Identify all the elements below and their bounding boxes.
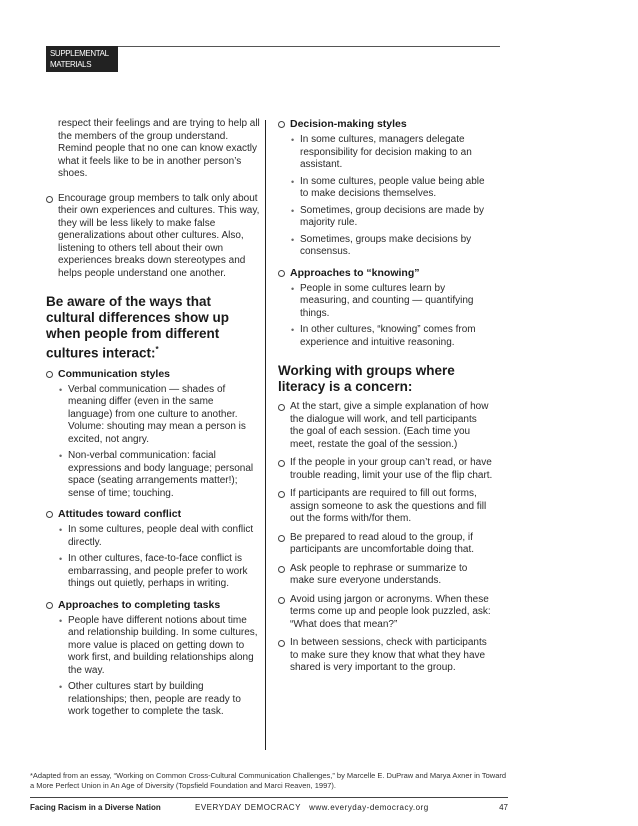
section-heading-literacy: Working with groups where literacy is a concern: (278, 363, 455, 394)
bullet-encourage-text: Encourage group members to talk only about their own experiences and cultures. This way, they will be less likely to make false generalizations about other cultures. Also, listening to others tell about their own experiences breaks down stereotypes and helps people understand one another. (58, 192, 260, 279)
square-bullet-icon: • (59, 615, 63, 626)
circle-bullet-icon (46, 511, 53, 518)
list-item (46, 524, 260, 549)
circle-bullet-icon (278, 270, 285, 277)
list-item-text: Other cultures start by building relationships; then, people are ready to work together to complete the task. (68, 681, 241, 717)
footer-title: Facing Racism in a Diverse Nation (30, 803, 161, 812)
footer-rule (30, 797, 508, 798)
list-item-text: Verbal communication — shades of meaning differ (even in the same language) from one culture to another. Volume: shouting may mean a person is excited, not angry. (68, 383, 246, 445)
right-column (278, 118, 493, 681)
group-title-text: Approaches to completing tasks (58, 598, 221, 611)
list-item (278, 488, 493, 526)
list-item-text: Sometimes, group decisions are made by majority rule. (300, 204, 484, 228)
list-item-text: If the people in your group can’t read, or have trouble reading, limit your use of the flip chart. (290, 457, 493, 481)
group-title-text: Communication styles (58, 367, 171, 380)
square-bullet-icon: • (59, 682, 63, 692)
circle-bullet-icon (278, 491, 285, 498)
list-item-text: In some cultures, people value being able to make decisions themselves. (300, 175, 485, 199)
circle-bullet-icon (46, 371, 53, 378)
square-bullet-icon: • (291, 135, 295, 145)
list-item (278, 563, 493, 588)
list-item (278, 532, 493, 557)
group-title (278, 267, 493, 280)
list-item (278, 457, 493, 482)
list-item (278, 401, 493, 451)
list-item-text: Non-verbal communication: facial expressions and body language; personal space (seating arrangements matter!); sense of time; touching. (68, 450, 254, 499)
group-title (46, 508, 260, 521)
square-bullet-icon: • (291, 283, 295, 294)
group-attitudes-conflict (46, 508, 260, 591)
list-item (278, 205, 493, 230)
header-rule (118, 46, 500, 47)
section-tag-line2: MATERIALS (50, 60, 92, 69)
footer-org-url (195, 803, 429, 813)
group-title (46, 368, 260, 381)
square-bullet-icon: • (59, 384, 63, 395)
group-title-text: Decision-making styles (290, 118, 407, 130)
list-item-text: If participants are required to fill out forms, assign someone to ask the questions and fill out the forms with/for them. (290, 488, 487, 524)
circle-bullet-icon (278, 640, 285, 647)
list-item-text: Avoid using jargon or acronyms. When these terms come up and people look puzzled, ask: “What does that mean?” (290, 593, 491, 630)
circle-bullet-icon (46, 196, 53, 203)
circle-bullet-icon (278, 460, 285, 467)
list-item-text: People in some cultures learn by measuring, and counting — quantifying things. (300, 282, 474, 319)
intro-continuation: respect their feelings and are trying to help all the members of the group understand. Remind people that no one can know exactly what it feels like to be in another person’s shoes. (58, 118, 260, 179)
section-heading-cultural (46, 294, 260, 362)
left-column (46, 118, 260, 727)
list-item (46, 615, 260, 678)
circle-bullet-icon (278, 121, 285, 128)
group-title-text: Attitudes toward conflict (58, 508, 182, 520)
group-communication-styles (46, 368, 260, 501)
list-item (278, 176, 493, 201)
square-bullet-icon: • (59, 451, 63, 461)
list-item (278, 234, 493, 259)
list-item-text: Ask people to rephrase or summarize to make sure everyone understands. (290, 562, 468, 586)
circle-bullet-icon (278, 404, 285, 411)
column-divider (265, 120, 266, 750)
list-item-text: Be prepared to read aloud to the group, if participants are uncomfortable doing that. (290, 531, 474, 555)
footer-org: EVERYDAY DEMOCRACY (195, 803, 301, 812)
page-footer (30, 803, 508, 813)
square-bullet-icon: • (59, 525, 63, 535)
list-item-text: In other cultures, “knowing” comes from experience and intuitive reasoning. (300, 324, 476, 348)
group-knowing (278, 267, 493, 350)
list-item (46, 384, 260, 447)
circle-bullet-icon (46, 602, 53, 609)
list-item-text: In some cultures, managers delegate responsibility for decision making to an assistant. (300, 134, 472, 170)
list-item (278, 637, 493, 675)
circle-bullet-icon (278, 566, 285, 573)
square-bullet-icon: • (291, 176, 295, 187)
square-bullet-icon: • (291, 205, 295, 216)
list-item-text: Sometimes, groups make decisions by consensus. (300, 233, 472, 257)
list-item-text: People have different notions about time and relationship building. In some cultures, more value is placed on getting down to work first, and building relationships along the way. (68, 614, 258, 676)
list-item-text: In between sessions, check with participants to make sure they know that what they have shared is very important to the group. (290, 637, 487, 673)
group-decision-making (278, 118, 493, 259)
group-completing-tasks (46, 599, 260, 719)
list-item (46, 681, 260, 719)
list-item-text: In some cultures, people deal with conflict directly. (68, 524, 254, 548)
section-tag-line1: SUPPLEMENTAL (50, 49, 109, 58)
list-item-text: In other cultures, face-to-face conflict is embarrassing, and people prefer to work things out quietly, perhaps in writing. (68, 553, 248, 589)
bullet-encourage (46, 193, 260, 281)
list-item (278, 134, 493, 172)
list-item (278, 324, 493, 349)
group-title-text: Approaches to “knowing” (290, 266, 420, 279)
list-item-text: At the start, give a simple explanation of how the dialogue will work, and tell participants the goal of each session. (Each time you meet, restate the goal of the session.) (290, 401, 489, 450)
group-title (46, 599, 260, 612)
square-bullet-icon: • (291, 234, 295, 245)
footnote: *Adapted from an essay, “Working on Common Cross-Cultural Communication Challenges,” by Marcelle E. DuPraw and Marya Axner in Toward a More Perfect Union in An Age of Diversity (Topsfield Foundation and Marci Reaven, 1997). (30, 771, 507, 790)
footer-url[interactable]: www.everyday-democracy.org (309, 803, 429, 812)
list-item (46, 553, 260, 591)
group-title (278, 118, 493, 131)
list-item (278, 283, 493, 321)
page-number: 47 (499, 803, 508, 812)
heading-text: Be aware of the ways that cultural differences show up when people from different cultures interact: (46, 294, 230, 361)
list-item (278, 594, 493, 632)
list-item (46, 450, 260, 500)
footnote-marker: * (155, 345, 159, 354)
square-bullet-icon: • (59, 554, 63, 564)
circle-bullet-icon (278, 597, 285, 604)
section-tag (46, 46, 118, 72)
circle-bullet-icon (278, 535, 285, 542)
square-bullet-icon: • (291, 325, 295, 335)
